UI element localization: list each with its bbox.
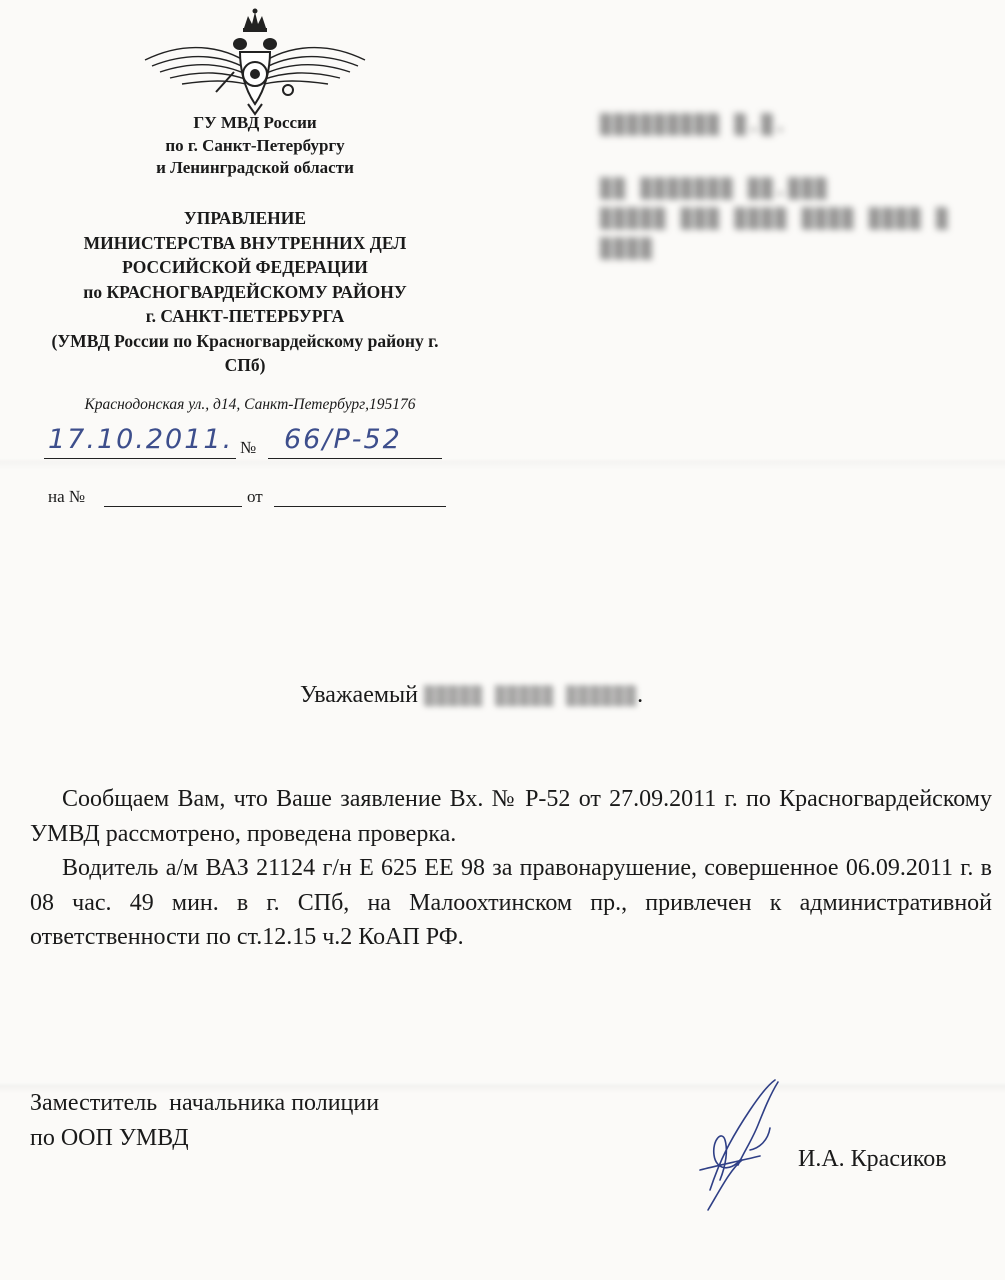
department-line: СПб) — [224, 355, 266, 375]
handwritten-number: 66/Р-52 — [284, 424, 402, 455]
number-underline — [268, 458, 442, 459]
department-line: РОССИЙСКОЙ ФЕДЕРАЦИИ — [122, 257, 368, 277]
agency-line: и Ленинградской области — [156, 158, 354, 177]
recipient-line: ▒▒ ▒▒▒▒▒▒▒ ▒▒.▒▒▒ — [600, 178, 829, 200]
position-line: Заместитель начальника полиции — [30, 1090, 380, 1116]
position-line: по ООП УМВД — [30, 1125, 189, 1151]
greeting — [300, 682, 643, 709]
reference-label: на № — [48, 487, 86, 506]
handwritten-signature — [690, 1070, 800, 1220]
letter-body — [30, 782, 992, 955]
department-line: г. САНКТ-ПЕТЕРБУРГА — [145, 306, 345, 326]
signatory-position — [30, 1086, 379, 1156]
body-paragraph: Сообщаем Вам, что Ваше заявление Вх. № Р-52 от 27.09.2011 г. по Красногвардейскому УМВД рассмотрено, проведена проверка. — [30, 786, 992, 847]
from-underline — [274, 506, 446, 507]
recipient-line: ▒▒▒▒ — [600, 238, 654, 260]
agency-line: ГУ МВД России — [193, 113, 317, 132]
reference-underline — [104, 506, 242, 507]
department-line: МИНИСТЕРСТВА ВНУТРЕННИХ ДЕЛ — [83, 232, 407, 253]
department-line: (УМВД России по Красногвардейскому району г. — [51, 330, 439, 351]
greeting-suffix: . — [637, 682, 644, 708]
handwritten-date: 17.10.2011. — [48, 424, 234, 455]
signatory-name: И.А. Красиков — [798, 1146, 947, 1172]
greeting-name-redacted: ▒▒▒▒▒ ▒▒▒▒▒ ▒▒▒▒▒▒ — [424, 685, 638, 707]
greeting-prefix: Уважаемый — [300, 682, 418, 708]
department-block — [0, 206, 490, 378]
from-label: от — [247, 487, 263, 506]
recipient-line: ▒▒▒▒▒▒▒▒▒ ▒.▒. — [600, 114, 789, 136]
body-paragraph: Водитель а/м ВАЗ 21124 г/н Е 625 ЕЕ 98 за правонарушение, совершенное 06.09.2011 г. в 08 час. 49 мин. в г. СПб, на Малоохтинском пр., привлечен к административной ответственности по ст.12.15 ч.2 КоАП РФ. — [30, 855, 992, 950]
recipient-line: ▒▒▒▒▒ ▒▒▒ ▒▒▒▒ ▒▒▒▒ ▒▒▒▒ ▒ — [600, 208, 950, 230]
address-line: Краснодонская ул., д14, Санкт-Петербург,195176 — [84, 396, 416, 413]
recipient-block — [600, 110, 990, 264]
agency-block — [90, 112, 420, 180]
department-line: УПРАВЛЕНИЕ — [183, 208, 307, 228]
department-line: по КРАСНОГВАРДЕЙСКОМУ РАЙОНУ — [83, 281, 407, 302]
number-label: № — [240, 438, 257, 457]
mvd-emblem-icon — [140, 8, 370, 116]
date-underline — [44, 458, 236, 459]
agency-line: по г. Санкт-Петербургу — [165, 135, 345, 155]
